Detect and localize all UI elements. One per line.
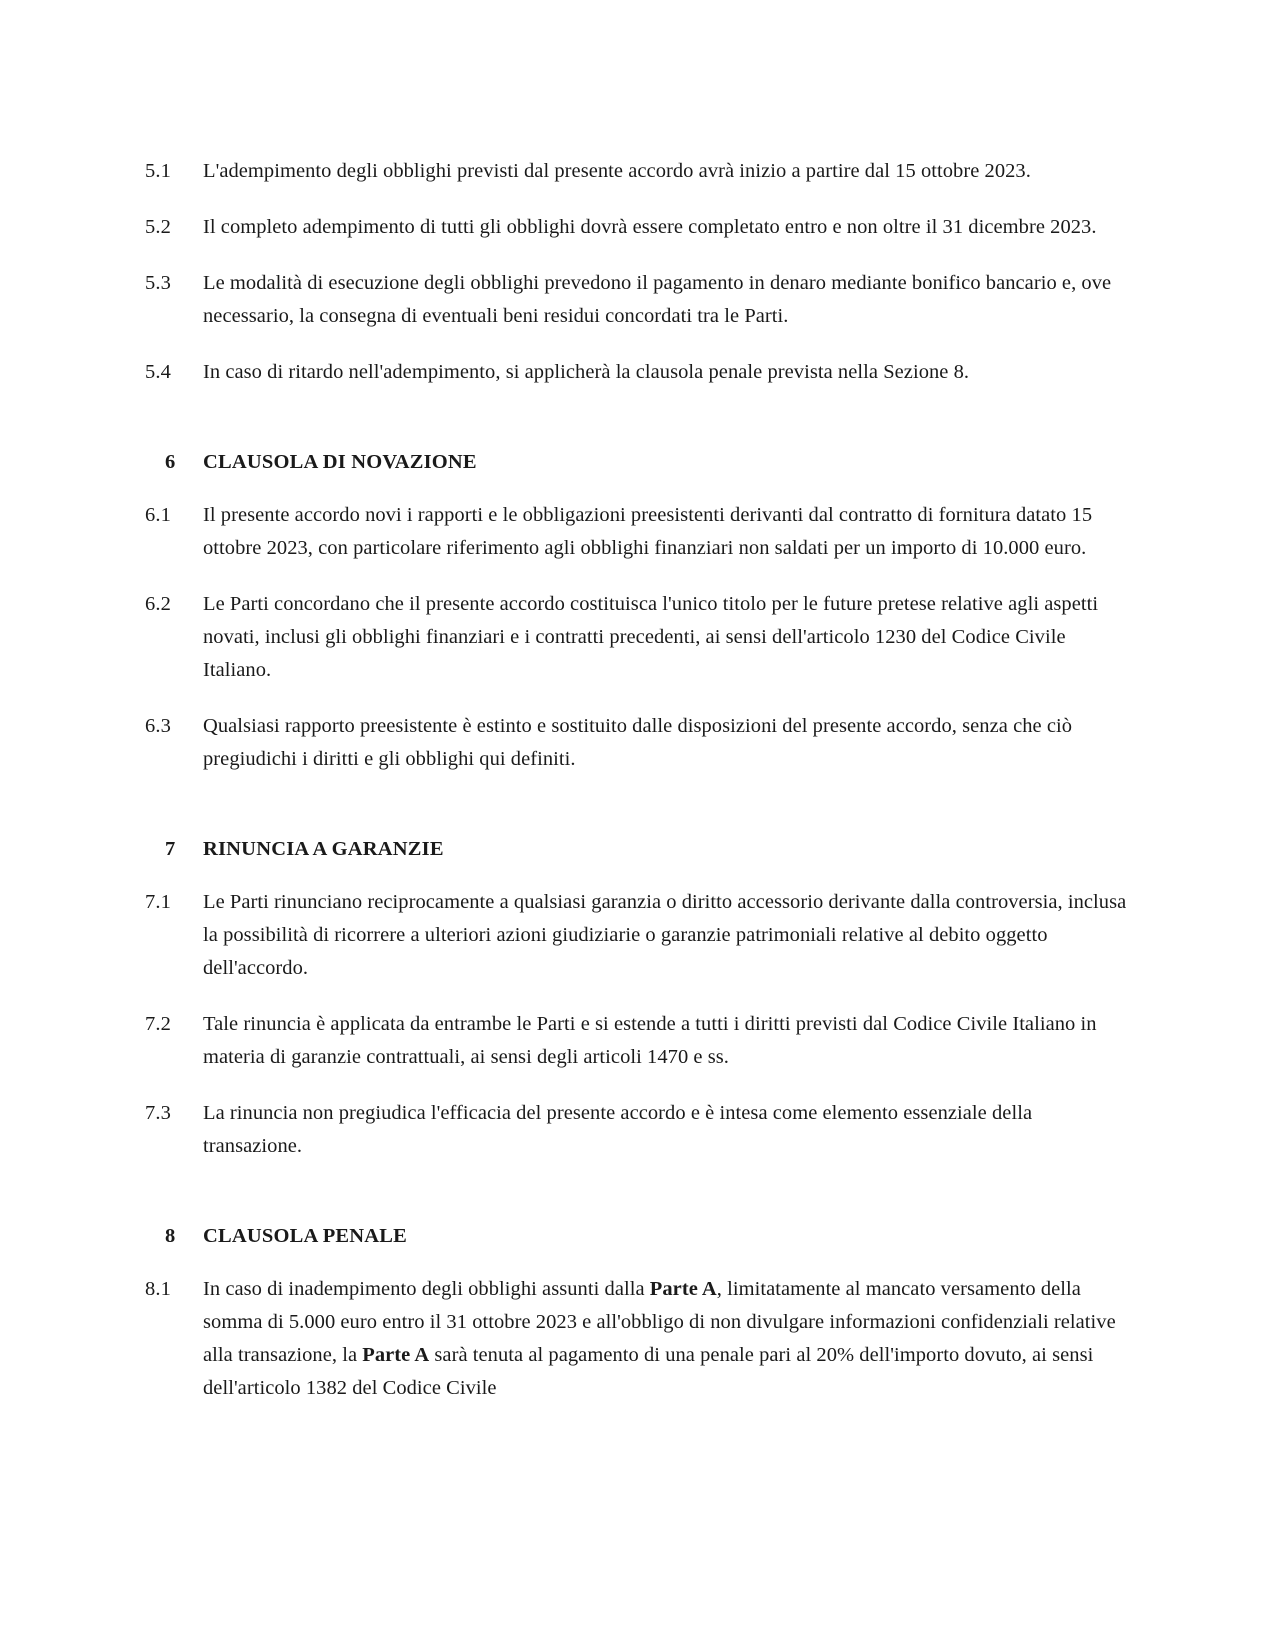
clause-text: Il presente accordo novi i rapporti e le obbligazioni preesistenti derivanti dal contratto di fornitura datato 15 ottobre 2023, con particolare riferimento agli obblighi finanziari non saldati per un importo di 10.000 euro.	[203, 504, 1093, 559]
clause-number: 7.3	[145, 1102, 171, 1124]
clause-5-3	[145, 267, 1130, 333]
clause-number: 5.4	[145, 361, 171, 383]
clause-number: 5.2	[145, 216, 171, 238]
clause-text: Il completo adempimento di tutti gli obblighi dovrà essere completato entro e non oltre il 31 dicembre 2023.	[203, 216, 1097, 238]
clause-text: In caso di inadempimento degli obblighi assunti dalla Parte A, limitatamente al mancato versamento della somma di 5.000 euro entro il 31 ottobre 2023 e all'obbligo di non divulgare informazioni confidenziali relative alla transazione, la Parte A sarà tenuta al pagamento di una penale pari al 20% dell'importo dovuto, ai sensi dell'articolo 1382 del Codice Civile	[203, 1278, 1116, 1399]
section-number: 8	[165, 1225, 176, 1247]
clause-number: 5.3	[145, 272, 171, 294]
clause-7-2	[145, 1008, 1130, 1074]
clause-number: 7.2	[145, 1013, 171, 1035]
clause-text: Qualsiasi rapporto preesistente è estinto e sostituito dalle disposizioni del presente accordo, senza che ciò pregiudichi i diritti e gli obblighi qui definiti.	[203, 715, 1073, 770]
clause-7-1	[145, 886, 1130, 985]
section-title: CLAUSOLA DI NOVAZIONE	[203, 451, 477, 473]
clause-number: 8.1	[145, 1278, 171, 1300]
clause-number: 6.2	[145, 593, 171, 615]
section-title: CLAUSOLA PENALE	[203, 1225, 408, 1247]
clause-text: Le Parti concordano che il presente accordo costituisca l'unico titolo per le future pretese relative agli aspetti novati, inclusi gli obblighi finanziari e i contratti precedenti, ai sensi dell'articolo 1230 del Codice Civile Italiano.	[203, 593, 1099, 681]
clause-7-3	[145, 1097, 1130, 1163]
section-number: 7	[165, 838, 176, 860]
clause-5-1	[145, 155, 1130, 188]
clause-text: La rinuncia non pregiudica l'efficacia del presente accordo e è intesa come elemento essenziale della transazione.	[203, 1102, 1033, 1157]
clause-number: 6.1	[145, 504, 171, 526]
section-number: 6	[165, 451, 176, 473]
clause-number: 5.1	[145, 160, 171, 182]
clause-text: Tale rinuncia è applicata da entrambe le Parti e si estende a tutti i diritti previsti dal Codice Civile Italiano in materia di garanzie contrattuali, ai sensi degli articoli 1470 e ss.	[203, 1013, 1097, 1068]
clause-number: 6.3	[145, 715, 171, 737]
clause-5-4	[145, 356, 1130, 389]
clause-text: L'adempimento degli obblighi previsti dal presente accordo avrà inizio a partire dal 15 ottobre 2023.	[203, 160, 1031, 182]
clause-6-1	[145, 499, 1130, 565]
section-heading-6	[145, 447, 1130, 477]
section-heading-7	[145, 834, 1130, 864]
clause-text: In caso di ritardo nell'adempimento, si applicherà la clausola penale prevista nella Sezione 8.	[203, 361, 970, 383]
clause-5-2	[145, 211, 1130, 244]
clause-number: 7.1	[145, 891, 171, 913]
section-heading-8	[145, 1221, 1130, 1251]
clause-6-3	[145, 710, 1130, 776]
clause-8-1	[145, 1273, 1130, 1405]
clause-6-2	[145, 588, 1130, 687]
clause-text: Le Parti rinunciano reciprocamente a qualsiasi garanzia o diritto accessorio derivante dalla controversia, inclusa la possibilità di ricorrere a ulteriori azioni giudiziarie o garanzie patrimoniali relative al debito oggetto dell'accordo.	[203, 891, 1127, 979]
clause-text: Le modalità di esecuzione degli obblighi prevedono il pagamento in denaro mediante bonifico bancario e, ove necessario, la consegna di eventuali beni residui concordati tra le Parti.	[203, 272, 1112, 327]
section-title: RINUNCIA A GARANZIE	[203, 838, 444, 860]
